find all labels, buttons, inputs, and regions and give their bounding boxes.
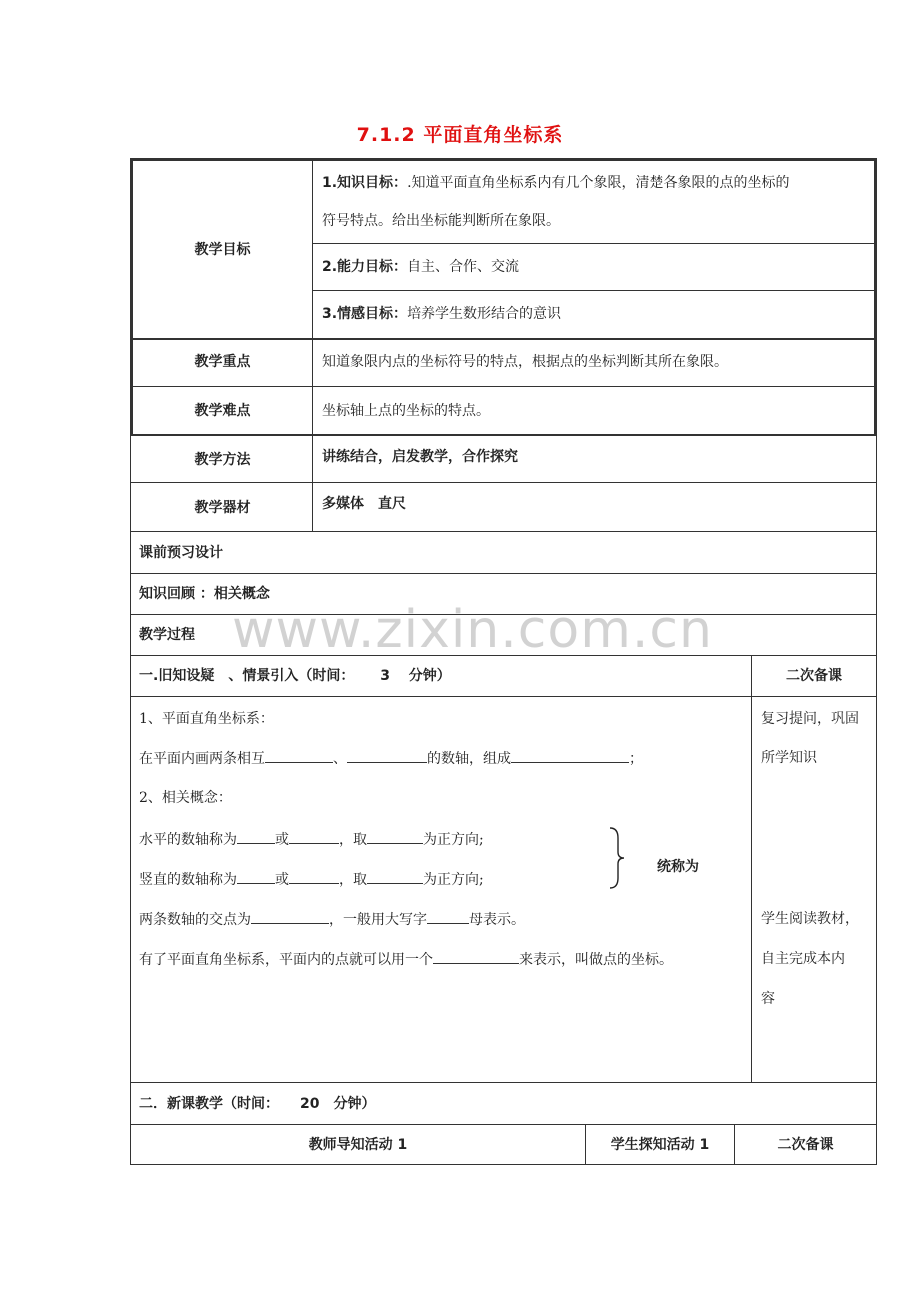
s1-line5-c: ，取 <box>339 872 367 888</box>
method-label: 教学方法 <box>194 452 251 468</box>
knowledge-text-2: 符号特点。给出坐标能判断所在象限。 <box>322 213 560 229</box>
blank[interactable] <box>427 909 469 924</box>
blank[interactable] <box>367 829 423 844</box>
teaching-process: 教学过程 <box>139 627 195 643</box>
s1-line7-a: 有了平面直角坐标系，平面内的点就可以用一个 <box>139 952 433 968</box>
section2-header: 二．新课教学（时间： 20 分钟） <box>139 1096 376 1112</box>
ability-label: 2.能力目标： <box>322 259 408 275</box>
side-note-1a: 复习提问，巩固 <box>761 711 859 727</box>
blank[interactable] <box>433 949 519 964</box>
knowledge-text-1: .知道平面直角坐标系内有几个象限，清楚各象限的点的坐标的 <box>407 175 790 191</box>
blank[interactable] <box>289 869 339 884</box>
s1-line7-b: 来表示，叫做点的坐标。 <box>519 952 673 968</box>
s1-line2-c: 的数轴，组成 <box>427 751 511 767</box>
difficulty-text: 坐标轴上点的坐标的特点。 <box>322 403 490 419</box>
blank[interactable] <box>251 909 329 924</box>
s1-line6-a: 两条数轴的交点为 <box>139 912 251 928</box>
s1-line2-b: 、 <box>333 751 347 767</box>
s1-line4-b: 或 <box>275 832 289 848</box>
teacher-activity-header: 教师导知活动 1 <box>308 1137 408 1153</box>
s1-line6 <box>139 909 525 930</box>
s1-line5-b: 或 <box>275 872 289 888</box>
emotion-text: 培养学生数形结合的意识 <box>407 306 562 322</box>
emotion-objective <box>322 304 561 324</box>
side-note-1b: 所学知识 <box>761 750 817 766</box>
blank[interactable] <box>511 748 629 763</box>
preview-design: 课前预习设计 <box>139 545 223 561</box>
knowledge-review: 知识回顾 ：相关概念 <box>139 586 270 602</box>
objectives-label: 教学目标 <box>194 242 251 258</box>
blank[interactable] <box>237 869 275 884</box>
ability-objective <box>322 257 519 277</box>
s1-line2-d: ； <box>629 751 643 767</box>
blank[interactable] <box>347 748 427 763</box>
difficulty-label: 教学难点 <box>194 403 251 419</box>
equipment-text: 多媒体 直尺 <box>322 496 406 512</box>
s1-line5 <box>139 869 484 890</box>
side-note-2a: 学生阅读教材， <box>761 911 859 927</box>
side-note-2c: 容 <box>761 991 775 1007</box>
s1-line2-a: 在平面内画两条相互 <box>139 751 265 767</box>
curly-brace-icon <box>606 826 628 890</box>
s1-line4-a: 水平的数轴称为 <box>139 832 237 848</box>
s1-line4 <box>139 829 484 850</box>
s1-line4-d: 为正方向; <box>423 832 484 848</box>
key-point-text: 知道象限内点的坐标符号的特点，根据点的坐标判断其所在象限。 <box>322 354 728 370</box>
equipment-label: 教学器材 <box>194 500 251 516</box>
section1-header: 一.旧知设疑 、情景引入（时间： 3 分钟） <box>139 668 451 684</box>
emotion-label: 3.情感目标： <box>322 306 408 322</box>
key-point-label: 教学重点 <box>194 354 251 370</box>
s1-line3: 2、相关概念： <box>139 790 232 806</box>
side-note-2b: 自主完成本内 <box>761 951 845 967</box>
blank[interactable] <box>289 829 339 844</box>
s1-line4-c: ，取 <box>339 832 367 848</box>
method-text: 讲练结合，启发教学，合作探究 <box>322 449 518 465</box>
student-activity-header: 学生探知活动 1 <box>610 1137 710 1153</box>
s1-line5-a: 竖直的数轴称为 <box>139 872 237 888</box>
knowledge-objective <box>322 173 790 193</box>
s1-line5-d: 为正方向; <box>423 872 484 888</box>
blank[interactable] <box>265 748 333 763</box>
section2-side-header: 二次备课 <box>777 1137 834 1153</box>
s1-line2 <box>139 748 643 769</box>
brace-label: 统称为 <box>657 859 699 875</box>
s1-line6-b: ，一般用大写字 <box>329 912 427 928</box>
ability-text: 自主、合作、交流 <box>407 259 520 275</box>
s1-line6-c: 母表示。 <box>469 912 525 928</box>
s1-line1: 1、平面直角坐标系： <box>139 711 274 727</box>
knowledge-label: 1.知识目标： <box>322 175 408 191</box>
section1-side-header: 二次备课 <box>786 668 842 684</box>
page-title: 7.1.2 平面直角坐标系 <box>356 124 564 146</box>
watermark: www.zixin.com.cn <box>232 600 713 660</box>
blank[interactable] <box>237 829 275 844</box>
s1-line7 <box>139 949 673 970</box>
blank[interactable] <box>367 869 423 884</box>
